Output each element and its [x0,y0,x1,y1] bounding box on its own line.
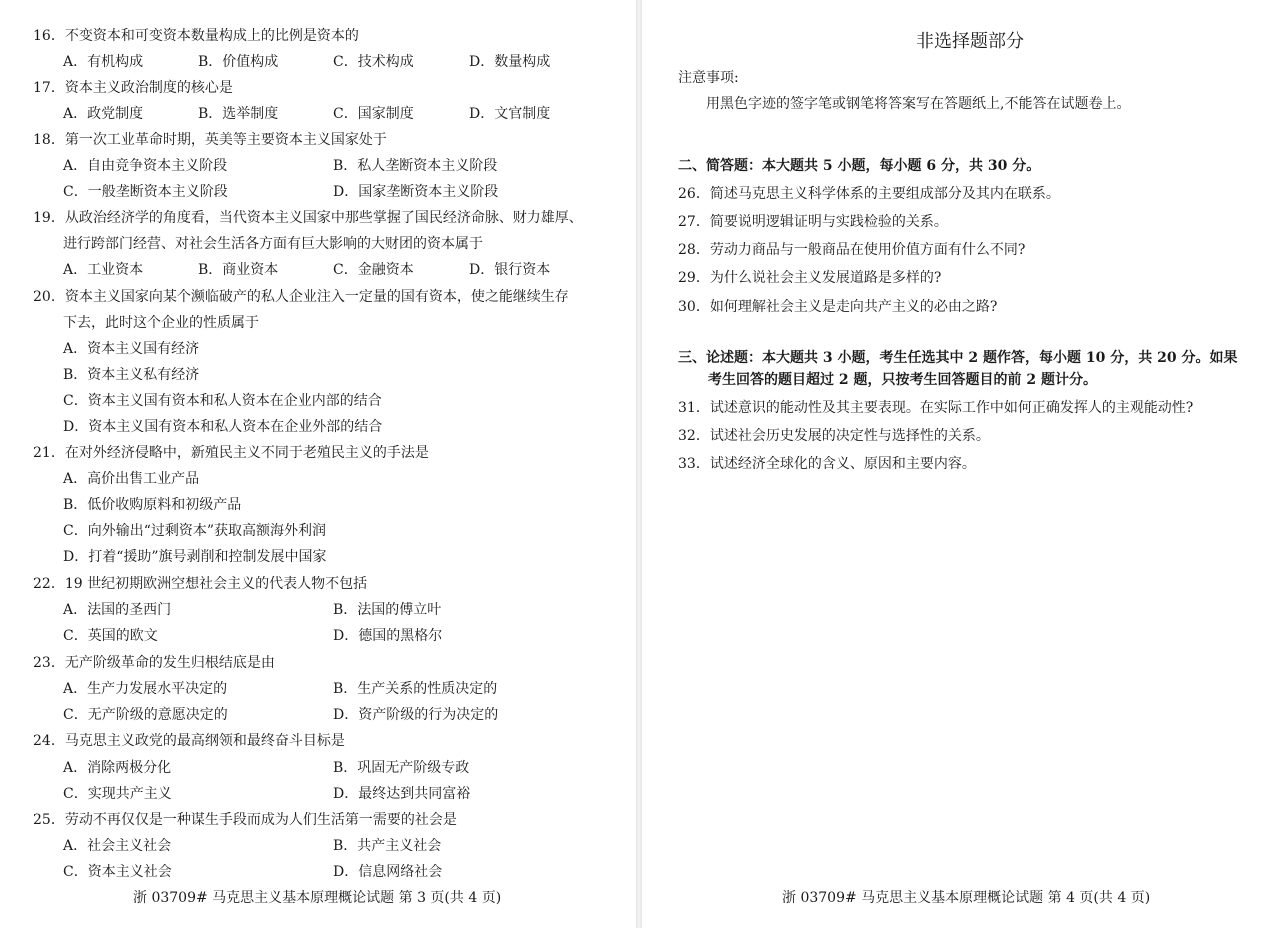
question-20-option-a: A．资本主义国有经济 [63,341,200,357]
question-32: 32．试述社会历史发展的决定性与选择性的关系。 [678,428,990,444]
question-18-option-d: D．国家垄断资本主义阶段 [333,184,499,200]
question-30: 30．如何理解社会主义是走向共产主义的必由之路? [678,299,998,315]
question-22-option-d: D．德国的黑格尔 [333,628,443,644]
section-3-header-line2: 考生回答的题目超过 2 题，只按考生回答题目的前 2 题计分。 [708,372,1097,388]
question-21-option-b: B．低价收购原料和初级产品 [63,497,242,513]
question-16-option-a: A．有机构成 [63,54,144,70]
question-16-option-c: C．技术构成 [333,54,414,70]
question-20-stem-line1: 20．资本主义国家向某个濒临破产的私人企业注入一定量的国有资本，使之能继续生存 [33,289,569,305]
notice-text: 用黑色字迹的签字笔或钢笔将答案写在答题纸上,不能答在试题卷上。 [706,96,1131,112]
question-29: 29．为什么说社会主义发展道路是多样的? [678,270,942,286]
section-title: 非选择题部分 [916,31,1024,52]
question-17-option-a: A．政党制度 [63,106,144,122]
question-18-option-c: C．一般垄断资本主义阶段 [63,184,228,200]
notice-label: 注意事项: [678,70,739,86]
question-20-option-b: B．资本主义私有经济 [63,367,200,383]
question-19-option-b: B．商业资本 [198,262,279,278]
question-16-stem: 16．不变资本和可变资本数量构成上的比例是资本的 [33,28,359,44]
question-22-option-c: C．英国的欧文 [63,628,158,644]
question-25-stem: 25．劳动不再仅仅是一种谋生手段而成为人们生活第一需要的社会是 [33,812,457,828]
question-19-option-d: D．银行资本 [469,262,551,278]
question-22-option-a: A．法国的圣西门 [63,602,172,618]
question-31: 31．试述意识的能动性及其主要表现。在实际工作中如何正确发挥人的主观能动性? [678,400,1194,416]
question-21-option-a: A．高价出售工业产品 [63,471,200,487]
question-16-option-d: D．数量构成 [469,54,551,70]
question-17-option-c: C．国家制度 [333,106,414,122]
question-24-option-d: D．最终达到共同富裕 [333,786,471,802]
question-25-option-c: C．资本主义社会 [63,864,172,880]
question-20-stem-line2: 下去，此时这个企业的性质属于 [63,315,259,331]
section-2-header: 二、简答题：本大题共 5 小题，每小题 6 分，共 30 分。 [678,158,1041,174]
question-17-stem: 17．资本主义政治制度的核心是 [33,80,233,96]
question-16-option-b: B．价值构成 [198,54,279,70]
question-18-option-a: A．自由竞争资本主义阶段 [63,158,228,174]
question-27: 27．简要说明逻辑证明与实践检验的关系。 [678,214,948,230]
question-20-option-c: C．资本主义国有资本和私人资本在企业内部的结合 [63,393,382,409]
question-23-option-d: D．资产阶级的行为决定的 [333,707,499,723]
question-24-stem: 24．马克思主义政党的最高纲领和最终奋斗目标是 [33,733,345,749]
question-24-option-c: C．实现共产主义 [63,786,172,802]
question-23-option-a: A．生产力发展水平决定的 [63,681,228,697]
question-23-option-c: C．无产阶级的意愿决定的 [63,707,228,723]
question-33: 33．试述经济全球化的含义、原因和主要内容。 [678,456,976,472]
question-19-option-a: A．工业资本 [63,262,144,278]
question-25-option-b: B．共产主义社会 [333,838,442,854]
question-18-option-b: B．私人垄断资本主义阶段 [333,158,498,174]
question-21-option-d: D．打着“援助”旗号剥削和控制发展中国家 [63,549,327,565]
question-22-option-b: B．法国的傅立叶 [333,602,442,618]
question-19-stem-line2: 进行跨部门经营、对社会生活各方面有巨大影响的大财团的资本属于 [63,236,483,252]
question-25-option-d: D．信息网络社会 [333,864,443,880]
question-23-option-b: B．生产关系的性质决定的 [333,681,498,697]
question-22-stem: 22．19 世纪初期欧洲空想社会主义的代表人物不包括 [33,576,368,592]
question-28: 28．劳动力商品与一般商品在使用价值方面有什么不同? [678,242,1026,258]
question-17-option-b: B．选举制度 [198,106,279,122]
page-4-footer: 浙 03709# 马克思主义基本原理概论试题 第 4 页(共 4 页) [782,890,1151,906]
section-3-header-line1: 三、论述题：本大题共 3 小题，考生任选其中 2 题作答，每小题 10 分，共 20 分。如果 [678,350,1238,366]
question-21-stem: 21．在对外经济侵略中，新殖民主义不同于老殖民主义的手法是 [33,445,429,461]
question-19-stem-line1: 19．从政治经济学的角度看，当代资本主义国家中那些掌握了国民经济命脉、财力雄厚、 [33,210,583,226]
question-24-option-b: B．巩固无产阶级专政 [333,760,470,776]
question-26: 26．简述马克思主义科学体系的主要组成部分及其内在联系。 [678,186,1060,202]
question-25-option-a: A．社会主义社会 [63,838,172,854]
question-18-stem: 18．第一次工业革命时期，英美等主要资本主义国家处于 [33,132,387,148]
question-24-option-a: A．消除两极分化 [63,760,172,776]
question-21-option-c: C．向外输出“过剩资本”获取高额海外利润 [63,523,327,539]
question-17-option-d: D．文官制度 [469,106,551,122]
question-23-stem: 23．无产阶级革命的发生归根结底是由 [33,655,275,671]
page-4 [642,0,1269,928]
page-3-footer: 浙 03709# 马克思主义基本原理概论试题 第 3 页(共 4 页) [133,890,502,906]
question-20-option-d: D．资本主义国有资本和私人资本在企业外部的结合 [63,419,383,435]
question-19-option-c: C．金融资本 [333,262,414,278]
